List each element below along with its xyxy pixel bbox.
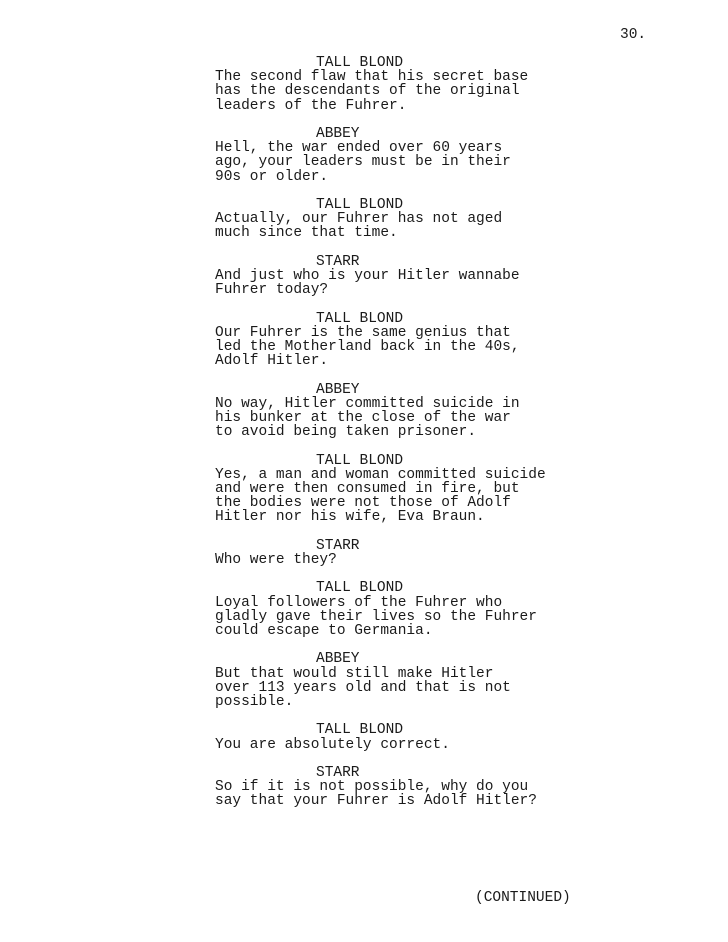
dialogue-block xyxy=(215,652,575,709)
dialogue-line: Hitler nor his wife, Eva Braun. xyxy=(215,509,485,526)
dialogue-block xyxy=(215,454,575,525)
dialogue-block xyxy=(215,56,575,113)
dialogue-line: So if it is not possible, why do you xyxy=(215,779,529,796)
dialogue-line: to avoid being taken prisoner. xyxy=(215,424,477,441)
dialogue-line: 90s or older. xyxy=(215,168,329,185)
dialogue-line: gladly gave their lives so the Fuhrer xyxy=(215,608,537,625)
character-name: TALL BLOND xyxy=(316,55,404,71)
dialogue-line: led the Motherland back in the 40s, xyxy=(215,339,520,355)
dialogue-block xyxy=(215,581,575,638)
character-name: TALL BLOND xyxy=(316,310,404,327)
dialogue-block xyxy=(215,539,575,567)
dialogue-line: Our Fuhrer is the same genius that xyxy=(215,324,511,341)
dialogue-block xyxy=(215,255,575,298)
dialogue-line: The second flaw that his secret base xyxy=(215,69,529,86)
dialogue-line: But that would still make Hitler xyxy=(215,665,494,682)
dialogue-line: Hell, the war ended over 60 years xyxy=(215,140,503,157)
dialogue-line: Loyal followers of the Fuhrer who xyxy=(215,594,503,611)
dialogue-line: Actually, our Fuhrer has not aged xyxy=(215,211,503,228)
character-name: ABBEY xyxy=(316,651,360,668)
dialogue-line: Who were they? xyxy=(215,552,337,568)
dialogue-line: Fuhrer today? xyxy=(215,282,329,299)
dialogue-line: the bodies were not those of Adolf xyxy=(215,495,511,512)
dialogue-block xyxy=(215,383,575,440)
dialogue-block xyxy=(215,312,575,369)
dialogue-line: And just who is your Hitler wannabe xyxy=(215,268,520,284)
dialogue-line: and were then consumed in fire, but xyxy=(215,481,520,497)
page-number: 30. xyxy=(620,27,647,43)
character-name: TALL BLOND xyxy=(316,580,404,597)
dialogue-line: much since that time. xyxy=(215,225,398,242)
dialogue-line: has the descendants of the original xyxy=(215,83,520,100)
dialogue-line: leaders of the Fuhrer. xyxy=(215,97,407,114)
character-name: STARR xyxy=(316,537,360,554)
dialogue-line: Yes, a man and woman committed suicide xyxy=(215,466,546,483)
continued-marker: (CONTINUED) xyxy=(475,890,571,906)
dialogue-block xyxy=(215,127,575,184)
character-name: ABBEY xyxy=(316,126,360,142)
dialogue-line: possible. xyxy=(215,694,294,710)
character-name: STARR xyxy=(316,253,360,270)
dialogue-line: Adolf Hitler. xyxy=(215,353,329,370)
character-name: TALL BLOND xyxy=(316,452,404,469)
character-name: TALL BLOND xyxy=(316,722,404,739)
character-name: STARR xyxy=(316,764,360,781)
dialogue-block xyxy=(215,766,575,809)
dialogue-block xyxy=(215,198,575,241)
character-name: TALL BLOND xyxy=(316,197,404,213)
dialogue-line: No way, Hitler committed suicide in xyxy=(215,395,520,412)
dialogue-line: could escape to Germania. xyxy=(215,623,433,639)
dialogue-line: his bunker at the close of the war xyxy=(215,410,511,426)
dialogue-block xyxy=(215,723,575,751)
dialogue-line: over 113 years old and that is not xyxy=(215,679,511,696)
dialogue-line: ago, your leaders must be in their xyxy=(215,154,511,171)
character-name: ABBEY xyxy=(316,381,360,398)
dialogue-line: say that your Fuhrer is Adolf Hitler? xyxy=(215,793,537,810)
dialogue-line: You are absolutely correct. xyxy=(215,736,450,753)
script-body xyxy=(215,56,575,823)
